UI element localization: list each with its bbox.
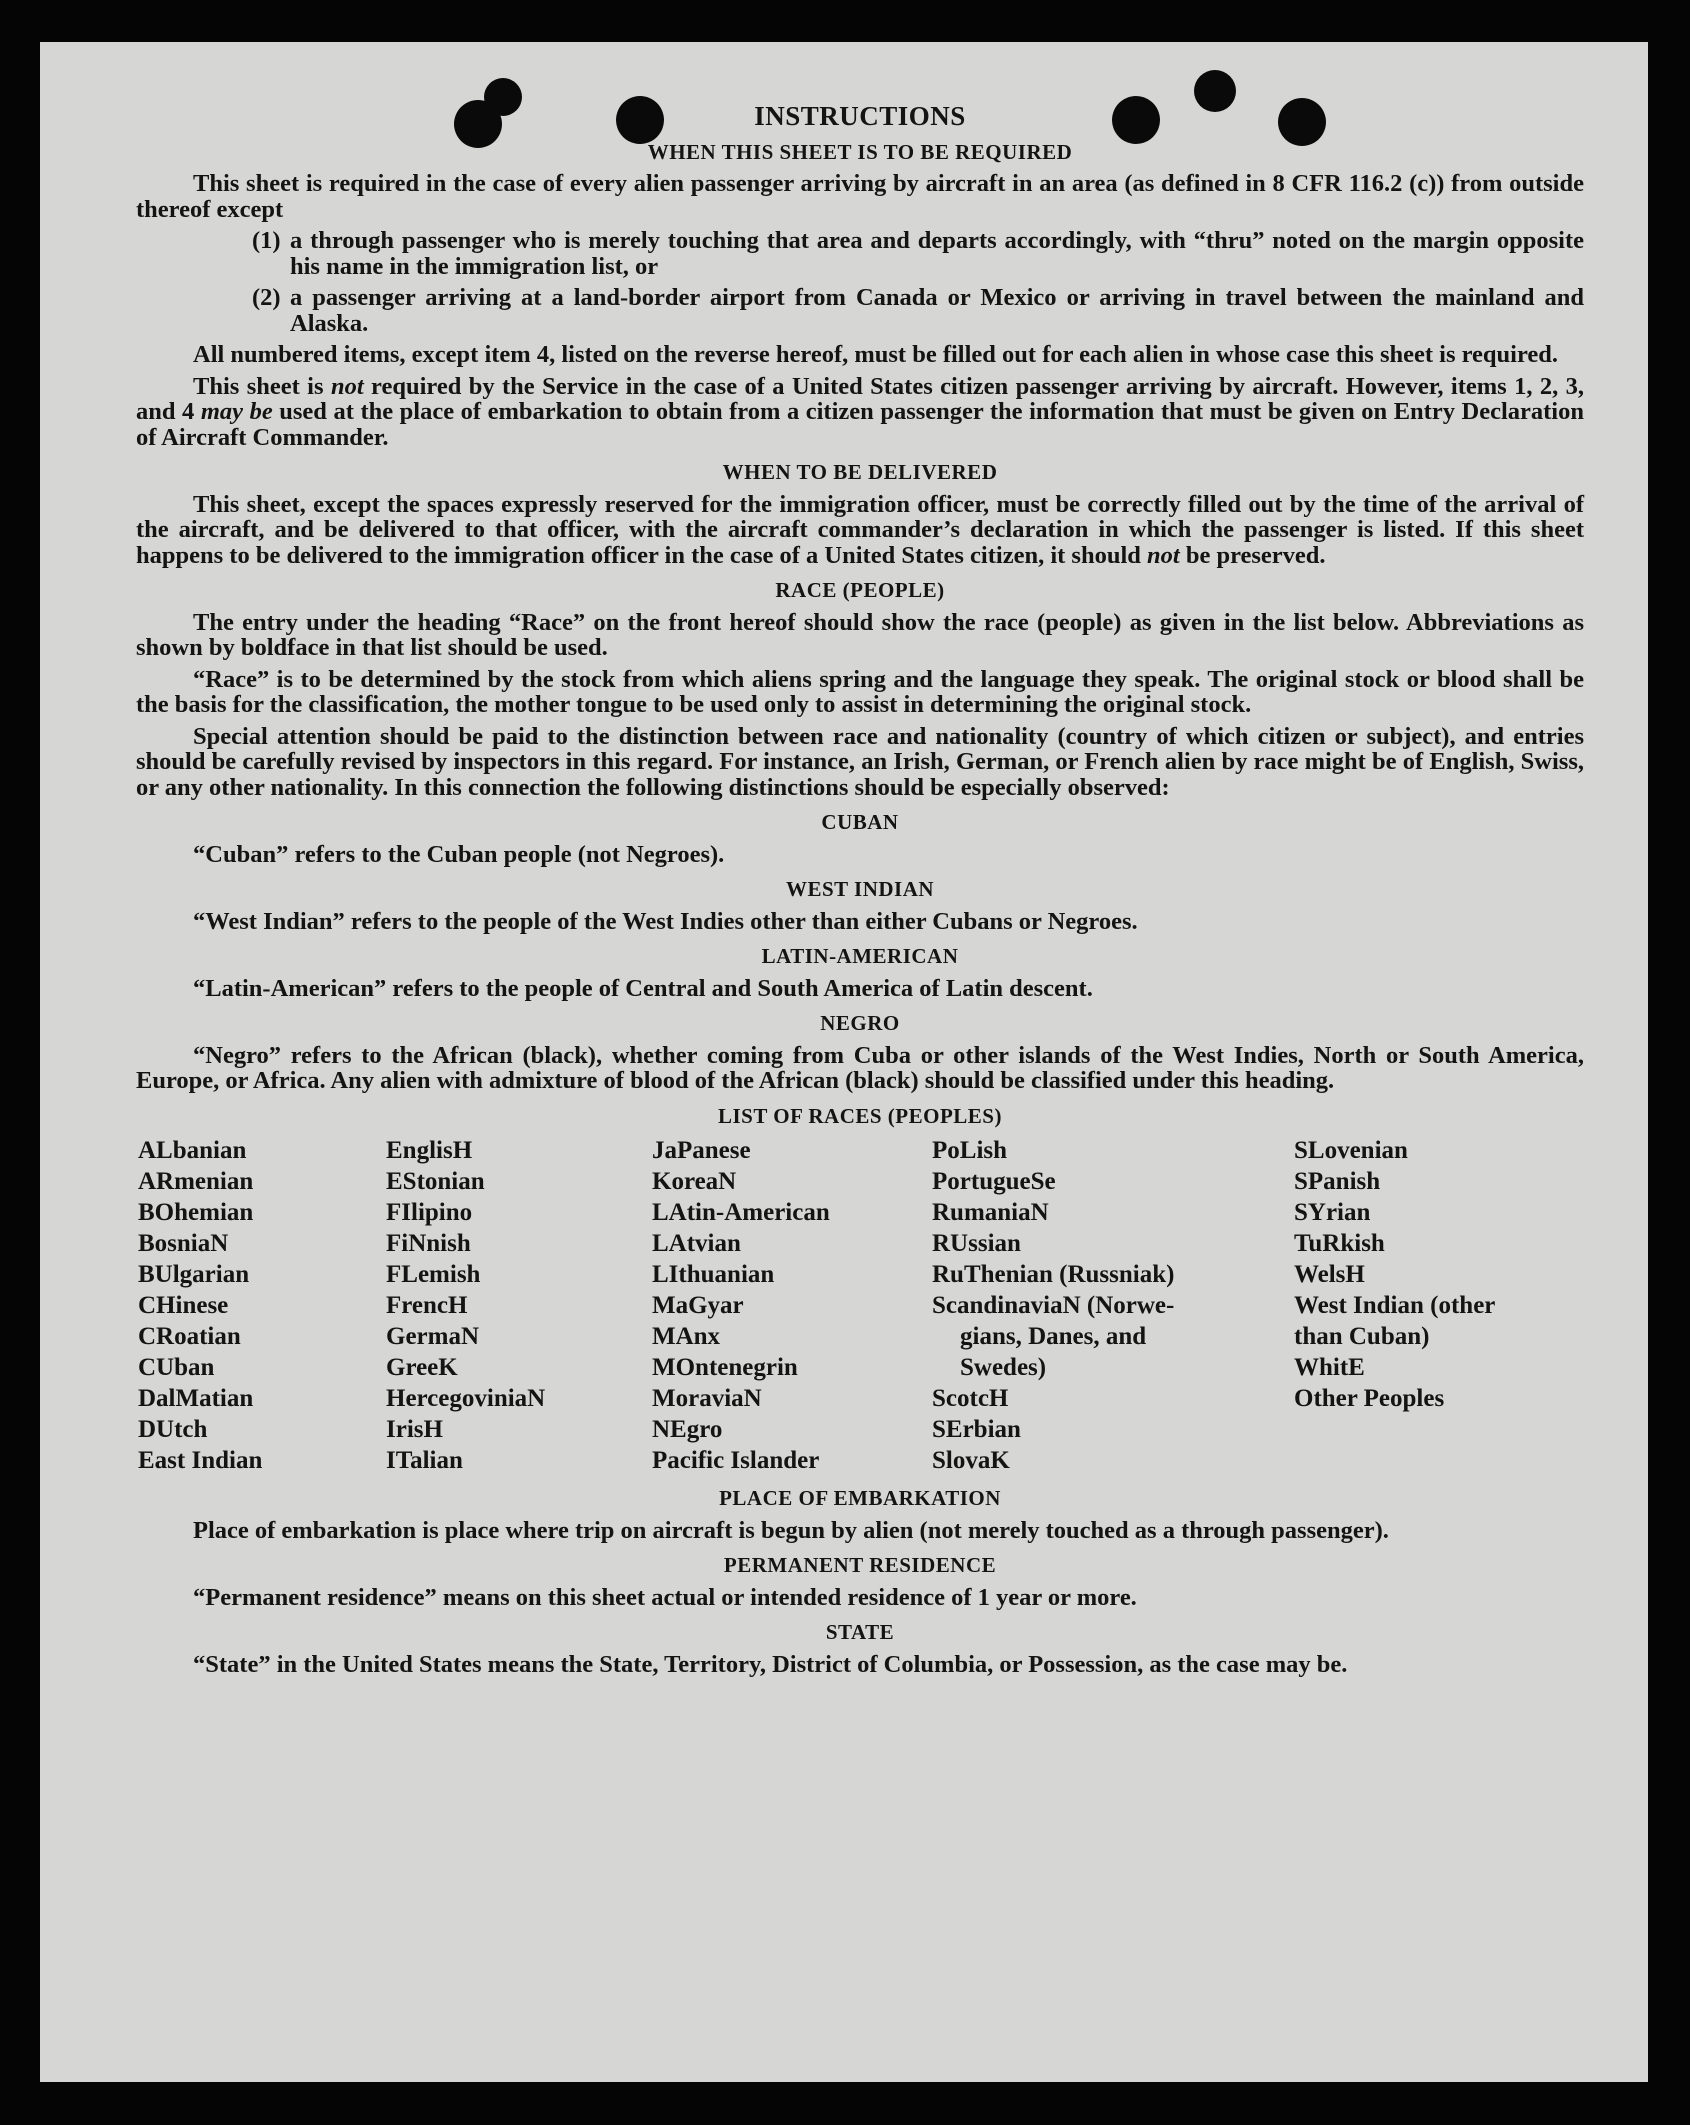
heading-race: RACE (PEOPLE) bbox=[775, 578, 945, 602]
race-item: LIthuanian bbox=[652, 1261, 775, 1288]
races-column-5 bbox=[1294, 1135, 1586, 1476]
races-list bbox=[138, 1135, 1584, 1476]
race-item: ALbanian bbox=[138, 1137, 247, 1164]
race-item: DUtch bbox=[138, 1416, 208, 1443]
race-item: Other Peoples bbox=[1294, 1385, 1445, 1412]
exception-number: (2) bbox=[252, 284, 281, 311]
heading-delivered: WHEN TO BE DELIVERED bbox=[722, 460, 998, 484]
race-item: FLemish bbox=[386, 1261, 481, 1288]
cuban-text: “Cuban” refers to the Cuban people (not Negroes). bbox=[193, 840, 725, 868]
required-paragraph: This sheet is required in the case of every alien passenger arriving by aircraft in an area (as defined in 8 CFR 116.2 (c)) from outside thereof except bbox=[136, 170, 1584, 223]
document-page bbox=[40, 42, 1648, 2082]
race-item: BosniaN bbox=[138, 1230, 229, 1257]
race-item: HercegoviniaN bbox=[386, 1385, 546, 1412]
race-item: WhitE bbox=[1294, 1354, 1365, 1381]
race-item: MOntenegrin bbox=[652, 1354, 798, 1381]
race-item: WelsH bbox=[1294, 1261, 1365, 1288]
race-item: SlovaK bbox=[932, 1447, 1010, 1474]
exception-1 bbox=[136, 228, 1584, 279]
race-item: TuRkish bbox=[1294, 1230, 1385, 1257]
exception-text: a passenger arriving at a land-border airport from Canada or Mexico or arriving in travel between the mainland and Alaska. bbox=[290, 284, 1584, 337]
race-paragraph-1: The entry under the heading “Race” on the front hereof should show the race (people) as given in the list below. Abbreviations as shown by boldface in that list should be used. bbox=[136, 608, 1584, 661]
embarkation-text: Place of embarkation is place where trip on aircraft is begun by alien (not merely touched as a through passenger). bbox=[193, 1516, 1389, 1544]
race-item: ARmenian bbox=[138, 1168, 254, 1195]
race-item: IrisH bbox=[386, 1416, 443, 1443]
race-item-continuation: gians, Danes, and bbox=[960, 1323, 1147, 1350]
race-item: ITalian bbox=[386, 1447, 463, 1474]
race-item: BUlgarian bbox=[138, 1261, 250, 1288]
race-item: RuThenian (Russniak) bbox=[932, 1261, 1175, 1288]
races-column-3 bbox=[652, 1135, 932, 1476]
exception-number: (1) bbox=[252, 227, 281, 254]
race-item: EnglisH bbox=[386, 1137, 473, 1164]
heading-embarkation: PLACE OF EMBARKATION bbox=[719, 1486, 1001, 1510]
west-indian-text: “West Indian” refers to the people of the West Indies other than either Cubans or Negroes. bbox=[193, 907, 1138, 935]
exception-2 bbox=[136, 285, 1584, 336]
heading-latin-american: LATIN-AMERICAN bbox=[761, 944, 959, 968]
race-item: MAnx bbox=[652, 1323, 721, 1350]
race-item: CUban bbox=[138, 1354, 215, 1381]
race-item: DalMatian bbox=[138, 1385, 254, 1412]
race-item: LAtin-American bbox=[652, 1199, 830, 1226]
race-item: LAtvian bbox=[652, 1230, 741, 1257]
race-item: SPanish bbox=[1294, 1168, 1381, 1195]
race-item: FiNnish bbox=[386, 1230, 471, 1257]
race-item: KoreaN bbox=[652, 1168, 737, 1195]
negro-text: “Negro” refers to the African (black), whether coming from Cuba or other islands of the West Indies, North or South America, Europe, or Africa. Any alien with admixture of blood of the African (black) should be classified under this heading. bbox=[136, 1041, 1584, 1094]
latin-american-text: “Latin-American” refers to the people of Central and South America of Latin descent. bbox=[193, 974, 1093, 1002]
citizen-paragraph: This sheet is not required by the Service in the case of a United States citizen passenger arriving by aircraft. However, items 1, 2, 3, and 4 may be used at the place of embarkation to obtain from a citizen passenger the information that must be given on Entry Declaration of Aircraft Commander. bbox=[136, 372, 1585, 451]
race-item: NEgro bbox=[652, 1416, 723, 1443]
exception-text: a through passenger who is merely touching that area and departs accordingly, with “thru” noted on the margin opposite his name in the immigration list, or bbox=[290, 227, 1584, 280]
race-item-continuation: Swedes) bbox=[960, 1354, 1047, 1381]
heading-required: WHEN THIS SHEET IS TO BE REQUIRED bbox=[647, 139, 1073, 164]
heading-west-indian: WEST INDIAN bbox=[785, 877, 935, 901]
race-paragraph-2: “Race” is to be determined by the stock from which aliens spring and the language they speak. The original stock or blood shall be the basis for the classification, the mother tongue to be used only to assist in determining the original stock. bbox=[136, 665, 1584, 718]
race-item: GreeK bbox=[386, 1354, 458, 1381]
races-column-4 bbox=[932, 1135, 1294, 1476]
heading-state: STATE bbox=[825, 1620, 895, 1644]
race-item: ScotcH bbox=[932, 1385, 1009, 1412]
race-item: PoLish bbox=[932, 1137, 1008, 1164]
race-item: EStonian bbox=[386, 1168, 485, 1195]
race-item: RUssian bbox=[932, 1230, 1021, 1257]
race-paragraph-3: Special attention should be paid to the distinction between race and nationality (country of which citizen or subject), and entries should be carefully revised by inspectors in this regard. For instance, an Irish, German, or French alien by race might be of English, Swiss, or any other nationality. In this connection the following distinctions should be especially observed: bbox=[136, 722, 1584, 801]
race-item: GermaN bbox=[386, 1323, 480, 1350]
race-item: SErbian bbox=[932, 1416, 1021, 1443]
numbered-items-paragraph: All numbered items, except item 4, listed on the reverse hereof, must be filled out for each alien in whose case this sheet is required. bbox=[193, 341, 1559, 368]
race-item-continuation: than Cuban) bbox=[1294, 1323, 1430, 1350]
state-text: “State” in the United States means the State, Territory, District of Columbia, or Possession, as the case may be. bbox=[193, 1650, 1348, 1678]
delivered-paragraph: This sheet, except the spaces expressly reserved for the immigration officer, must be correctly filled out by the time of the arrival of the aircraft, and be delivered to that officer, with the aircraft commander’s declaration in which the passenger is listed. If this sheet happens to be delivered to the immigration officer in the case of a United States citizen, it should not be preserved. bbox=[136, 490, 1584, 569]
instructions-content bbox=[136, 101, 1585, 1683]
heading-cuban: CUBAN bbox=[821, 810, 899, 834]
race-item: RumaniaN bbox=[932, 1199, 1049, 1226]
page-title: INSTRUCTIONS bbox=[754, 101, 966, 131]
race-item: Pacific Islander bbox=[652, 1447, 820, 1474]
race-item: SLovenian bbox=[1294, 1137, 1408, 1164]
race-item: SYrian bbox=[1294, 1199, 1371, 1226]
race-item: ScandinaviaN (Norwe- bbox=[932, 1292, 1175, 1319]
heading-list-of-races: LIST OF RACES (PEOPLES) bbox=[718, 1103, 1002, 1128]
race-item: CHinese bbox=[138, 1292, 229, 1319]
race-item: JaPanese bbox=[652, 1137, 751, 1164]
race-item: MoraviaN bbox=[652, 1385, 762, 1412]
races-column-1 bbox=[138, 1135, 386, 1476]
heading-negro: NEGRO bbox=[820, 1011, 900, 1035]
race-item: FIlipino bbox=[386, 1199, 473, 1226]
race-item: West Indian (other bbox=[1294, 1292, 1496, 1319]
heading-permanent-residence: PERMANENT RESIDENCE bbox=[723, 1553, 997, 1577]
race-item: CRoatian bbox=[138, 1323, 241, 1350]
race-item: PortugueSe bbox=[932, 1168, 1056, 1195]
race-item: BOhemian bbox=[138, 1199, 254, 1226]
race-item: FrencH bbox=[386, 1292, 468, 1319]
race-item: East Indian bbox=[138, 1447, 263, 1474]
race-item: MaGyar bbox=[652, 1292, 744, 1319]
races-column-2 bbox=[386, 1135, 652, 1476]
residence-text: “Permanent residence” means on this sheet actual or intended residence of 1 year or more. bbox=[193, 1583, 1137, 1611]
